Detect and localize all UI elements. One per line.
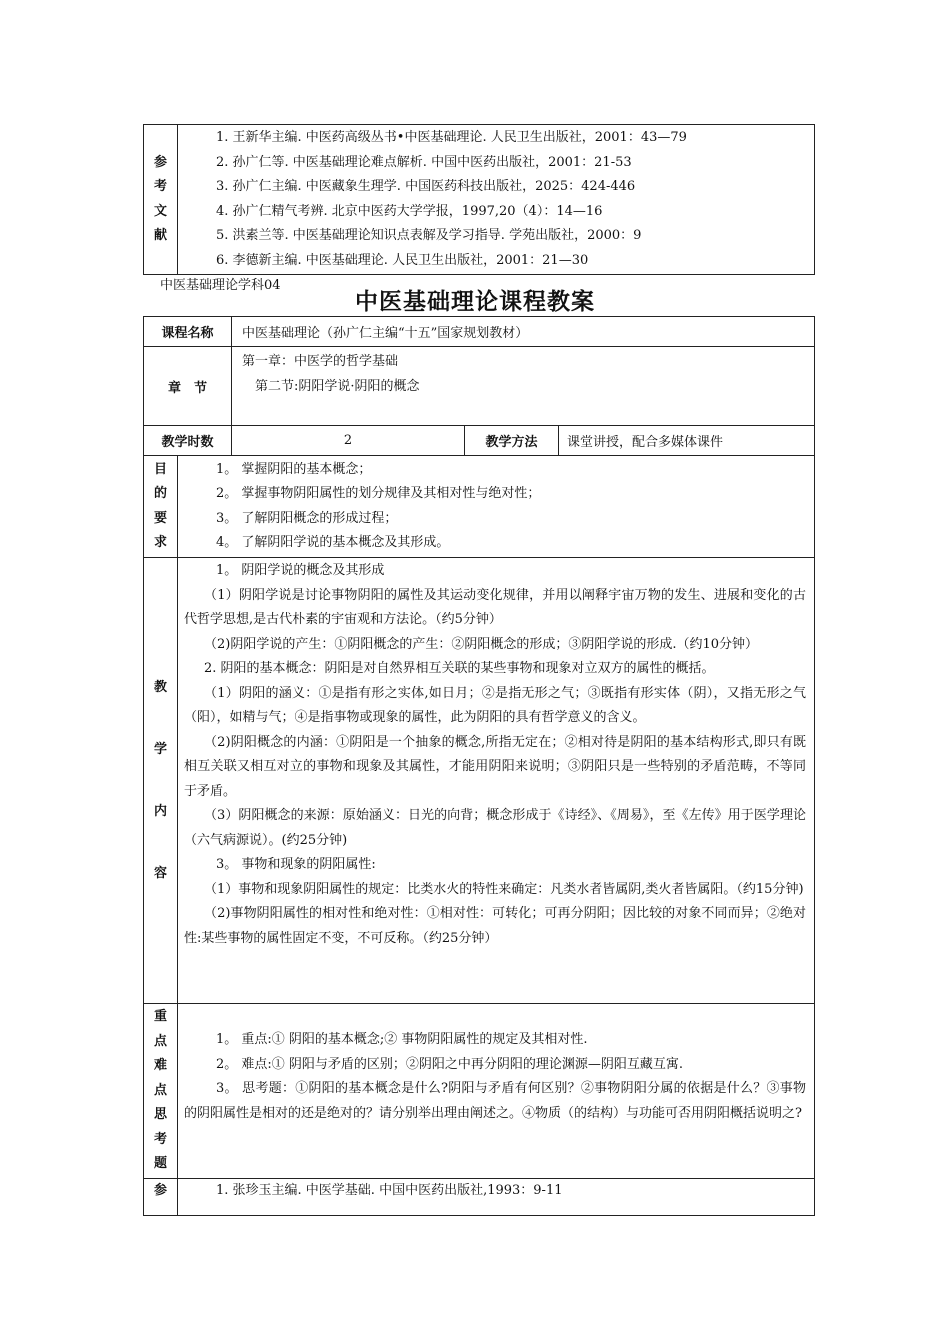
chapter-value xyxy=(232,347,815,426)
chapter-line: 第一章：中医学的哲学基础 xyxy=(242,354,399,369)
teaching-hours-label: 教学时数 xyxy=(144,426,232,456)
key-point-item: 2。 难点:① 阴阳与矛盾的区别；②阴阳之中再分阴阳的理论渊源—阴阳互藏互寓. xyxy=(216,1056,684,1072)
teaching-method-label: 教学方法 xyxy=(465,426,559,456)
key-point-item: 3。 思考题：①阴阳的基本概念是什么?阴阳与矛盾有何区别？②事物阴阳分属的依据是什么？③事物的阴阳属性是相对的还是绝对的？请分别举出理由阐述之。④物质（的结构）与功能可否用阴阳概括说明之? xyxy=(184,1081,806,1121)
reference-item: 6. 李德新主编. 中医基础理论. 人民卫生出版社，2001：21—30 xyxy=(216,252,589,268)
reference-item: 1. 王新华主编. 中医药高级丛书•中医基础理论. 人民卫生出版社，2001：43—79 xyxy=(216,130,687,145)
content-paragraph: （1）阴阳的涵义：①是指有形之实体,如日月；②是指无形之气；③既指有形实体（阴），又指无形之气（阳），如精与气；④是指事物或现象的属性，此为阴阳的具有哲学意义的含义。 xyxy=(184,685,806,725)
content-paragraph: （2)阴阳学说的产生：①阴阳概念的产生：②阴阳概念的形成；③阴阳学说的形成.（约10分钟） xyxy=(204,636,759,652)
document-code: 中医基础理论学科04 xyxy=(160,278,281,293)
content-paragraph: （2)阴阳概念的内涵：①阴阳是一个抽象的概念,所指无定在；②相对待是阴阳的基本结构形式,即只有既相互关联又相互对立的事物和现象及其属性，才能用阴阳来说明；③阴阳只是一些特别的矛盾范畴，不等同于矛盾。 xyxy=(184,734,806,799)
goals-label: 目 的 要 求 xyxy=(144,456,178,558)
references-label: 参 xyxy=(144,1179,178,1216)
content-paragraph: （1）事物和现象阴阳属性的规定：比类水火的特性来确定：凡类水者皆属阴,类火者皆属阳。（约15分钟) xyxy=(204,881,804,897)
content-paragraph: （3）阴阳概念的来源：原始涵义：日光的向背；概念形成于《诗经》、《周易》，至《左传》用于医学理论（六气病源说）。(约25分钟) xyxy=(184,808,806,848)
prev-references-list xyxy=(178,125,815,275)
reference-item: 5. 洪素兰等. 中医基础理论知识点表解及学习指导. 学苑出版社，2000：9 xyxy=(216,228,642,243)
teaching-method-value: 课堂讲授，配合多媒体课件 xyxy=(559,426,815,456)
key-point-item: 1。 重点:① 阴阳的基本概念;② 事物阴阳属性的规定及其相对性. xyxy=(216,1032,588,1047)
page-title: 中医基础理论课程教案 xyxy=(355,289,595,315)
reference-item: 4. 孙广仁精气考辨. 北京中医药大学学报，1997,20（4）：14—16 xyxy=(216,203,603,219)
goal-item: 2。 掌握事物阴阳属性的划分规律及其相对性与绝对性； xyxy=(216,486,541,501)
content-paragraph: 1。 阴阳学说的概念及其形成 xyxy=(216,563,385,578)
goals-list xyxy=(178,456,815,558)
content-paragraph: 2. 阴阳的基本概念：阴阳是对自然界相互关联的某些事物和现象对立双方的属性的概括。 xyxy=(204,661,715,676)
reference-item: 3. 孙广仁主编. 中医藏象生理学. 中国医药科技出版社，2025：424-446 xyxy=(216,179,636,194)
reference-item: 1. 张珍玉主编. 中医学基础. 中国中医药出版社,1993：9-11 xyxy=(216,1183,563,1198)
lesson-plan-table xyxy=(143,316,815,1216)
goal-item: 1。 掌握阴阳的基本概念； xyxy=(216,461,372,477)
content-label: 教 学 内 容 xyxy=(144,558,178,1004)
key-points-body xyxy=(178,1004,815,1179)
prev-references-table xyxy=(143,124,815,275)
chapter-label: 章 节 xyxy=(144,347,232,426)
content-paragraph: 3。 事物和现象的阴阳属性: xyxy=(216,857,376,872)
course-name-value: 中医基础理论（孙广仁主编“十五”国家规划教材） xyxy=(232,317,815,347)
section-line: 第二节:阴阳学说·阴阳的概念 xyxy=(255,379,420,394)
content-body xyxy=(178,558,815,1004)
prev-references-label: 参 考 文 献 xyxy=(144,125,178,275)
reference-item: 2. 孙广仁等. 中医基础理论难点解析. 中国中医药出版社，2001：21-53 xyxy=(216,154,632,170)
content-paragraph: （1）阴阳学说是讨论事物阴阳的属性及其运动变化规律，并用以阐释宇宙万物的发生、进展和变化的古代哲学思想,是古代朴素的宇宙观和方法论。（约5分钟） xyxy=(184,587,806,627)
teaching-hours-value: 2 xyxy=(232,426,465,456)
content-paragraph: （2)事物阴阳属性的相对性和绝对性：①相对性：可转化；可再分阴阳；因比较的对象不同而异；②绝对性:某些事物的属性固定不变，不可反称。（约25分钟） xyxy=(184,906,806,946)
goal-item: 4。 了解阴阳学说的基本概念及其形成。 xyxy=(216,535,450,550)
goal-item: 3。 了解阴阳概念的形成过程； xyxy=(216,510,398,526)
references-list xyxy=(178,1179,815,1216)
key-points-label: 重 点 难 点 思 考 题 xyxy=(144,1004,178,1179)
course-name-label: 课程名称 xyxy=(144,317,232,347)
